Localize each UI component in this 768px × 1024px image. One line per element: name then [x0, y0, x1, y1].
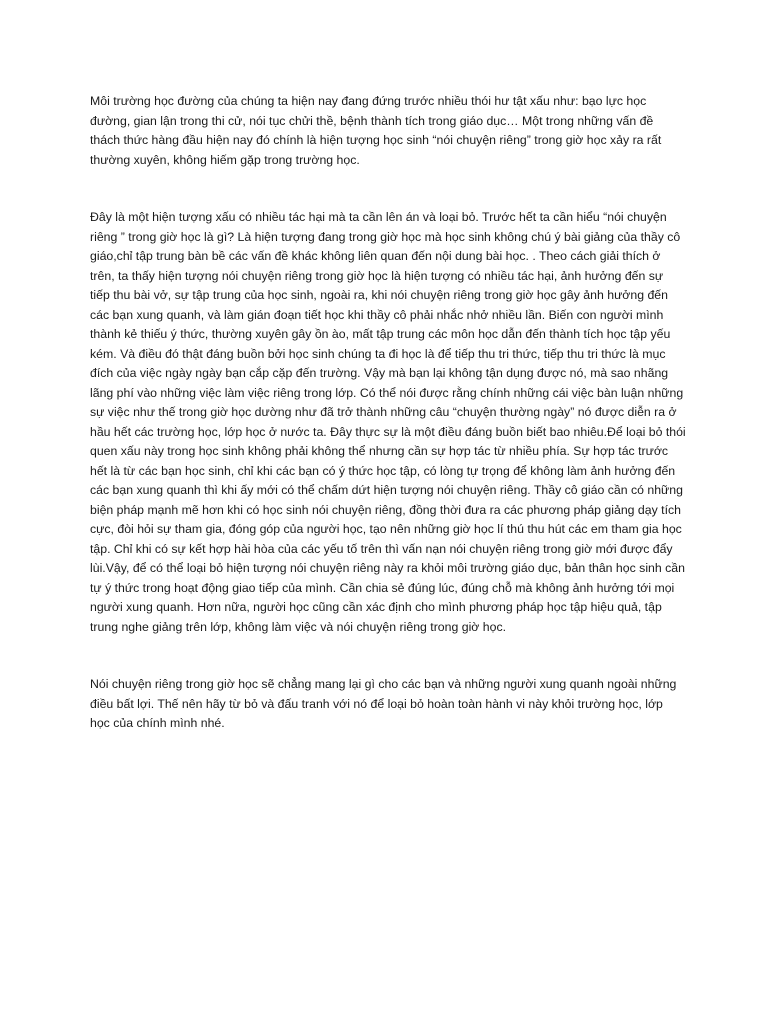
- paragraph-body: Đây là một hiện tượng xấu có nhiều tác hại mà ta cần lên án và loại bỏ. Trước hết ta cần hiểu “nói chuyện riêng ” trong giờ học là gì? Là hiện tượng đang trong giờ học mà học sinh không chú ý bài giảng của thầy cô giáo,chỉ tập trung bàn bề các vấn đề khác không liên quan đến nội dung bài học. . Theo cách giải thích ở trên, ta thấy hiện tượng nói chuyện riêng trong giờ học là hiện tượng có nhiều tác hại, ảnh hưởng đến sự tiếp thu bài vở, sự tập trung của học sinh, ngoài ra, khi nói chuyện riêng trong giờ học gây ảnh hưởng đến các bạn xung quanh, và làm gián đoạn tiết học khi thầy cô phải nhắc nhở nhiều lần. Biến con người mình thành kẻ thiếu ý thức, thường xuyên gây ồn ào, mất tập trung các môn học dẫn đến thành tích học tập yếu kém. Và điều đó thật đáng buồn bởi học sinh chúng ta đi học là để tiếp thu tri thức, tiếp thu tri thức là mục đích của việc ngày ngày bạn cắp cặp đến trường. Vậy mà bạn lại không tận dụng được nó, mà sao nhãng lãng phí vào những việc làm việc riêng trong lớp. Có thể nói được rằng chính những cái việc bàn luận những sự việc như thế trong giờ học dường như đã trở thành những câu “chuyện thường ngày” nó được diễn ra ở hầu hết các trường học, lớp học ở nước ta. Đây thực sự là một điều đáng buồn biết bao nhiêu.Để loại bỏ thói quen xấu này trong học sinh không phải không thể nhưng cần sự hợp tác từ nhiều phía. Sự hợp tác trước hết là từ các bạn học sinh, chỉ khi các bạn có ý thức học tập, có lòng tự trọng để không làm ảnh hưởng đến các bạn xung quanh thì khi ấy mới có thể chấm dứt hiện tượng nói chuyện riêng. Thầy cô giáo cần có những biện pháp mạnh mẽ hơn khi có học sinh nói chuyện riêng, đồng thời đưa ra các phương pháp giảng dạy tích cực, đòi hỏi sự tham gia, đóng góp của người học, tạo nên những giờ học lí thú thu hút các em tham gia học tập. Chỉ khi có sự kết hợp hài hòa của các yếu tố trên thì vấn nạn nói chuyện riêng trong giờ mới được đẩy lùi.Vậy, để có thể loại bỏ hiện tượng nói chuyện riêng này ra khỏi môi trường giáo dục, bản thân học sinh cần tự ý thức trong hoạt động giao tiếp của mình. Cần chia sẻ đúng lúc, đúng chỗ mà không ảnh hưởng tới mọi người xung quanh. Hơn nữa, người học cũng cần xác định cho mình phương pháp học tập hiệu quả, tập trung nghe giảng trên lớp, không làm việc và nói chuyện riêng trong giờ học.: [90, 210, 686, 634]
- document-body: [90, 92, 686, 734]
- paragraph-intro: Môi trường học đường của chúng ta hiện nay đang đứng trước nhiều thói hư tật xấu như: bạo lực học đường, gian lận trong thi cử, nói tục chửi thề, bệnh thành tích trong giáo dục… Một trong những vấn đề thách thức hàng đầu hiện nay đó chính là hiện tượng học sinh “nói chuyện riêng” trong giờ học xảy ra rất thường xuyên, không hiếm gặp trong trường học.: [90, 94, 662, 167]
- paragraph-conclusion: Nói chuyện riêng trong giờ học sẽ chẳng mang lại gì cho các bạn và những người xung quanh ngoài những điều bất lợi. Thế nên hãy từ bỏ và đấu tranh với nó để loại bỏ hoàn toàn hành vi này khỏi trường học, lớp học của chính mình nhé.: [90, 677, 677, 730]
